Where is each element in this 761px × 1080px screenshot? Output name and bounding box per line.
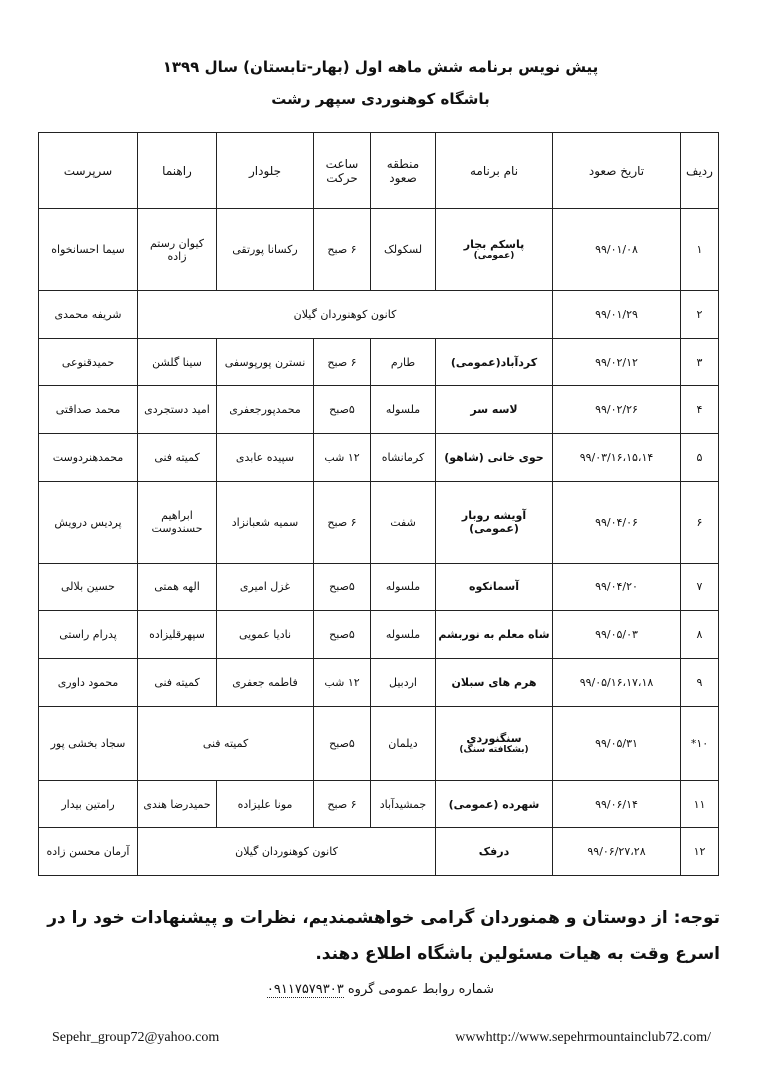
climb-region-text: لسکولک (383, 243, 423, 257)
climb-date (553, 481, 681, 563)
climb-region (371, 611, 436, 659)
lead-person-text: فاطمه جعفری (232, 675, 298, 689)
supervisor-person (39, 828, 138, 876)
climb-date-text: ۹۹/۰۳/۱۶،۱۵،۱۴ (579, 450, 654, 464)
departure-time-text: ۵صبح (329, 403, 355, 417)
guide-person-text: ابراهیم حسندوست (151, 509, 203, 536)
guide-person (138, 433, 217, 481)
header-guide: راهنما (138, 133, 217, 209)
climb-region (371, 658, 436, 706)
table-row (39, 338, 719, 386)
lead-guide-cell-text: کمیته فنی (202, 736, 249, 750)
climb-date (553, 706, 681, 780)
table-row (39, 433, 719, 481)
supervisor-person (39, 433, 138, 481)
header-region: منطقه صعود (371, 133, 436, 209)
row-number-text: ۱۲ (693, 845, 706, 859)
table-row (39, 611, 719, 659)
departure-time (314, 706, 371, 780)
lead-person-text: نسترن پورپوسفی (224, 355, 306, 369)
climb-date (553, 780, 681, 828)
table-row (39, 291, 719, 339)
guide-person (138, 481, 217, 563)
supervisor-person-text: سجاد بخشی پور (50, 736, 126, 750)
row-number (681, 780, 719, 828)
email-address[interactable]: Sepehr_group72@yahoo.com (52, 1030, 220, 1045)
departure-time-text: ۱۲ شب (324, 450, 360, 464)
guide-person (138, 780, 217, 828)
program-subtitle: (بشکافته سنگ) (459, 744, 529, 755)
lead-person (217, 386, 314, 434)
departure-time (314, 563, 371, 611)
lead-person-text: سمیه شعبانزاد (231, 515, 299, 529)
climb-region (371, 338, 436, 386)
phone-number[interactable]: ۰۹۱۱۷۵۷۹۳۰۳ (266, 982, 344, 997)
program-subtitle: (عمومی) (473, 251, 515, 262)
supervisor-person-text: پردیس درویش (54, 515, 122, 529)
climb-region-text: ملسوله (385, 628, 421, 642)
supervisor-person-text: آرمان محسن زاده (46, 845, 130, 859)
program-name-text: هرم های سبلان (451, 675, 537, 689)
row-number-text: ۲ (696, 307, 703, 321)
table-row (39, 658, 719, 706)
guide-person-text: امید دستجردی (144, 403, 210, 417)
program-name-text: شهرده (عمومی) (448, 797, 540, 811)
lead-person-text: سپیده عابدی (235, 450, 295, 464)
guide-person (138, 658, 217, 706)
guide-person-text: کمیته فنی (154, 675, 200, 689)
climb-region-text: طارم (390, 355, 416, 369)
supervisor-person (39, 611, 138, 659)
row-number-text: ۶ (696, 515, 703, 529)
phone-line (0, 982, 761, 997)
lead-person (217, 433, 314, 481)
program-name (436, 611, 553, 659)
climb-region (371, 433, 436, 481)
program-name (436, 563, 553, 611)
climb-region (371, 386, 436, 434)
supervisor-person (39, 338, 138, 386)
climb-region (371, 481, 436, 563)
header-supervisor: سرپرست (39, 133, 138, 209)
climb-region-text: جمشیدآباد (379, 797, 427, 811)
supervisor-person (39, 481, 138, 563)
header-program: نام برنامه (436, 133, 553, 209)
lead-person-text: غزل امیری (239, 580, 291, 594)
lead-person-text: محمدپورجعفری (229, 403, 301, 417)
supervisor-person-text: رامتین بیدار (61, 797, 115, 811)
departure-time (314, 433, 371, 481)
departure-time-text: ۱۲ شب (324, 675, 360, 689)
table-row (39, 563, 719, 611)
departure-time (314, 481, 371, 563)
supervisor-person (39, 658, 138, 706)
program-name-text: درفک (478, 845, 510, 859)
departure-time-text: ۶ صبح (327, 797, 357, 811)
table-header-row (39, 133, 719, 209)
row-number-text: ۹ (696, 675, 703, 689)
row-number (681, 706, 719, 780)
guide-person (138, 338, 217, 386)
lead-person (217, 658, 314, 706)
phone-label: شماره روابط عمومی گروه (347, 982, 495, 997)
climb-date-text: ۹۹/۰۵/۱۶،۱۷،۱۸ (579, 675, 654, 689)
departure-time-text: ۵صبح (329, 628, 355, 642)
supervisor-person-text: حمیدقنوعی (61, 355, 115, 369)
climb-date (553, 828, 681, 876)
row-number-text: ۱۱ (693, 797, 706, 811)
row-number (681, 563, 719, 611)
row-number-text: ۸ (696, 628, 703, 642)
lead-person-text: نادیا عمویی (238, 628, 292, 642)
program-name-text: پاسکم بجار (463, 238, 525, 252)
club-name: باشگاه کوهنوردی سپهر رشت (271, 90, 490, 108)
header-time: ساعت حرکت (314, 133, 371, 209)
climb-region-text: شفت (390, 515, 416, 529)
guide-person (138, 209, 217, 291)
row-number-text: ۵ (696, 450, 703, 464)
supervisor-person (39, 386, 138, 434)
supervisor-person-text: محمود داوری (57, 675, 119, 689)
departure-time-text: ۶ صبح (327, 355, 357, 369)
program-name (436, 780, 553, 828)
departure-time-text: ۶ صبح (327, 243, 357, 257)
row-number (681, 658, 719, 706)
supervisor-person-text: شریفه محمدی (54, 307, 122, 321)
departure-time (314, 658, 371, 706)
climb-date (553, 433, 681, 481)
climb-date-text: ۹۹/۰۲/۱۲ (595, 355, 638, 369)
supervisor-person (39, 563, 138, 611)
guide-person-text: الهه همتی (154, 580, 200, 594)
departure-time (314, 386, 371, 434)
supervisor-person-text: محمدهنردوست (52, 450, 124, 464)
row-number (681, 291, 719, 339)
organizer-cell-text: کانون کوهنوردان گیلان (235, 845, 338, 859)
table-row (39, 386, 719, 434)
program-name (436, 828, 553, 876)
program-name (436, 209, 553, 291)
climb-date-text: ۹۹/۰۱/۲۹ (595, 307, 638, 321)
climb-region-text: اردبیل (389, 675, 417, 689)
climb-date-text: ۹۹/۰۲/۲۶ (595, 403, 638, 417)
header-row-number: ردیف (681, 133, 719, 209)
climb-region (371, 209, 436, 291)
program-name-text: حوی خانی (شاهو) (444, 450, 544, 464)
program-name-text: آویشه روبار (عمومی) (461, 509, 527, 536)
climb-region-text: ملسوله (385, 403, 421, 417)
climb-region (371, 563, 436, 611)
row-number-text: ۱ (696, 243, 703, 257)
table-row (39, 706, 719, 780)
climb-region (371, 706, 436, 780)
climb-date-text: ۹۹/۰۵/۳۱ (595, 736, 638, 750)
table-row (39, 481, 719, 563)
program-name (436, 706, 553, 780)
row-number-text: ۱۰* (690, 736, 709, 750)
departure-time (314, 780, 371, 828)
row-number (681, 481, 719, 563)
departure-time (314, 611, 371, 659)
supervisor-person (39, 209, 138, 291)
climb-date (553, 386, 681, 434)
climb-date (553, 563, 681, 611)
supervisor-person-text: حسین بلالی (61, 580, 115, 594)
lead-person (217, 481, 314, 563)
row-number-text: ۷ (696, 580, 703, 594)
program-name (436, 386, 553, 434)
climb-region-text: کرمانشاه (381, 450, 425, 464)
program-name (436, 658, 553, 706)
row-number (681, 209, 719, 291)
header-date: تاریخ صعود (553, 133, 681, 209)
guide-person-text: حمیدرضا هندی (143, 797, 211, 811)
departure-time (314, 209, 371, 291)
program-name-text: سنگنوردی (466, 731, 522, 745)
supervisor-person (39, 780, 138, 828)
table-row (39, 209, 719, 291)
row-number (681, 433, 719, 481)
program-name (436, 433, 553, 481)
program-name-text: آسمانکوه (468, 580, 519, 594)
program-name (436, 338, 553, 386)
supervisor-person (39, 706, 138, 780)
table-row (39, 780, 719, 828)
supervisor-person-text: محمد صداقتی (55, 403, 121, 417)
lead-person (217, 209, 314, 291)
departure-time-text: ۵صبح (329, 580, 355, 594)
climb-date (553, 658, 681, 706)
table-row (39, 828, 719, 876)
lead-person-text: رکسانا پورتقی (232, 243, 298, 257)
climb-date-text: ۹۹/۰۶/۱۴ (595, 797, 638, 811)
header-lead: جلودار (217, 133, 314, 209)
program-name-text: شاه معلم به نوربشم (438, 628, 550, 642)
document-title: پیش نویس برنامه شش ماهه اول (بهار-تابستان) سال ۱۳۹۹ (162, 58, 599, 76)
departure-time-text: ۵صبح (329, 736, 355, 750)
row-number (681, 828, 719, 876)
departure-time-text: ۶ صبح (327, 515, 357, 529)
guide-person (138, 563, 217, 611)
climb-region-text: دیلمان (388, 736, 418, 750)
lead-person (217, 563, 314, 611)
notice-text: توجه: از دوستان و همنوردان گرامی خواهشمندیم، نظرات و پیشنهادات خود را در اسرع وقت به هیات مسئولین باشگاه اطلاع دهند. (47, 908, 720, 964)
lead-person (217, 338, 314, 386)
climb-date (553, 338, 681, 386)
lead-person (217, 611, 314, 659)
guide-person (138, 386, 217, 434)
supervisor-person (39, 291, 138, 339)
climb-date-text: ۹۹/۰۶/۲۷،۲۸ (587, 845, 646, 859)
climb-date-text: ۹۹/۰۴/۲۰ (595, 580, 638, 594)
row-number (681, 338, 719, 386)
schedule-table (38, 132, 719, 876)
supervisor-person-text: پدرام راستی (59, 628, 117, 642)
program-name-text: لاسه سر (470, 403, 518, 417)
climb-date (553, 209, 681, 291)
departure-time (314, 338, 371, 386)
climb-date-text: ۹۹/۰۱/۰۸ (595, 243, 638, 257)
organizer-cell (138, 828, 436, 876)
row-number-text: ۳ (696, 355, 703, 369)
website-url[interactable]: wwwhttp://www.sepehrmountainclub72.com/ (455, 1030, 711, 1045)
climb-date-text: ۹۹/۰۴/۰۶ (595, 515, 638, 529)
lead-person (217, 780, 314, 828)
climb-date (553, 291, 681, 339)
lead-guide-cell (138, 706, 314, 780)
row-number (681, 611, 719, 659)
guide-person-text: کمیته فنی (154, 450, 200, 464)
supervisor-person-text: سیما احسانخواه (51, 243, 125, 257)
organizer-cell (138, 291, 553, 339)
program-name-text: کردآباد(عمومی) (450, 355, 538, 369)
lead-person-text: مونا علیزاده (237, 797, 293, 811)
climb-region (371, 780, 436, 828)
row-number (681, 386, 719, 434)
climb-region-text: ملسوله (385, 580, 421, 594)
program-name (436, 481, 553, 563)
organizer-cell-text: کانون کوهنوردان گیلان (293, 307, 397, 321)
climb-date (553, 611, 681, 659)
guide-person-text: کیوان رستم زاده (149, 236, 205, 263)
climb-date-text: ۹۹/۰۵/۰۳ (595, 628, 638, 642)
guide-person (138, 611, 217, 659)
row-number-text: ۴ (696, 403, 703, 417)
guide-person-text: سینا گلشن (152, 355, 202, 369)
guide-person-text: سپهرقلیزاده (149, 628, 205, 642)
